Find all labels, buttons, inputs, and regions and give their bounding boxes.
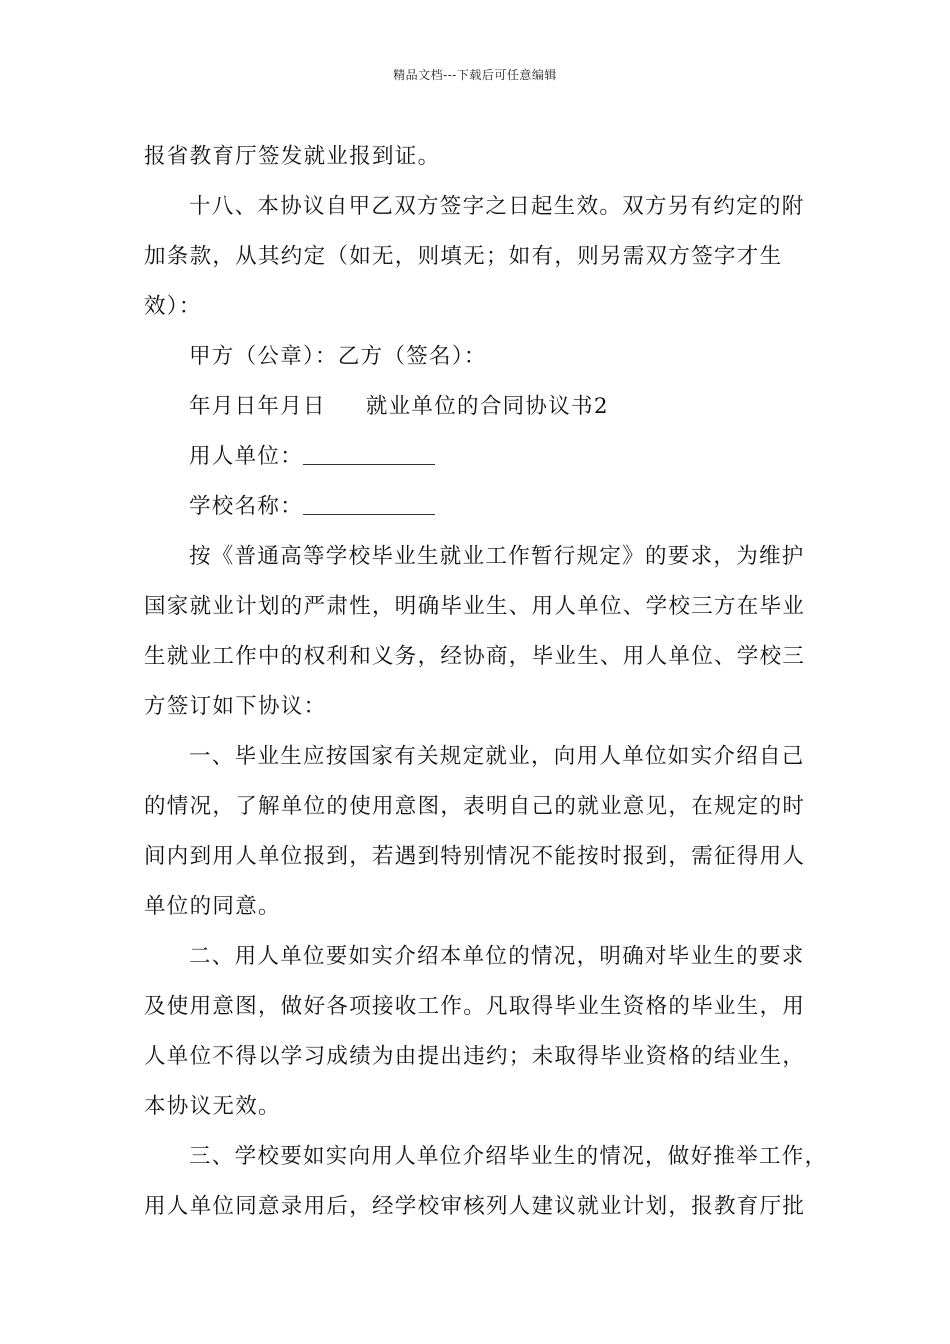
clause-1-line: 一、毕业生应按国家有关规定就业，向用人单位如实介绍自己	[189, 744, 805, 769]
text-line: 间内到用人单位报到，若遇到特别情况不能按时报到，需征得用人	[144, 844, 806, 869]
school-field	[144, 482, 829, 532]
clause-3-line: 三、学校要如实向用人单位介绍毕业生的情况，做好推举工作，	[189, 1144, 828, 1169]
document-body	[144, 132, 829, 1232]
text-line: 本协议无效。	[144, 1094, 281, 1119]
text-line: 生就业工作中的权利和义务，经协商，毕业生、用人单位、学校三	[144, 644, 806, 669]
page-header: 精品文档---下载后可任意编辑	[393, 68, 557, 82]
date-title-line	[144, 382, 829, 432]
employer-blank	[303, 444, 435, 465]
text-line: 的情况，了解单位的使用意图，表明自己的就业意见，在规定的时	[144, 794, 806, 819]
section-title: 就业单位的合同协议书2	[365, 394, 609, 419]
date-placeholders: 年月日年月日	[189, 394, 326, 419]
clause-18-line: 十八、本协议自甲乙双方签字之日起生效。双方另有约定的附	[189, 194, 805, 219]
employer-field	[144, 432, 829, 482]
text-line: 加条款，从其约定（如无，则填无；如有，则另需双方签字才生	[144, 244, 783, 269]
text-line: 人单位不得以学习成绩为由提出违约；未取得毕业资格的结业生，	[144, 1044, 806, 1069]
intro-line: 按《普通高等学校毕业生就业工作暂行规定》的要求，为维护	[189, 544, 805, 569]
text-line: 用人单位同意录用后，经学校审核列人建议就业计划，报教育厅批	[144, 1194, 806, 1219]
text-line: 国家就业计划的严肃性，明确毕业生、用人单位、学校三方在毕业	[144, 594, 806, 619]
text-line: 及使用意图，做好各项接收工作。凡取得毕业生资格的毕业生，用	[144, 994, 806, 1019]
school-label: 学校名称：	[189, 494, 304, 519]
employer-label: 用人单位：	[189, 444, 304, 469]
signature-parties-line: 甲方（公章）：乙方（签名）：	[189, 344, 487, 369]
text-line: 效）：	[144, 294, 202, 319]
text-line: 报省教育厅签发就业报到证。	[144, 144, 441, 169]
clause-2-line: 二、用人单位要如实介绍本单位的情况，明确对毕业生的要求	[189, 944, 805, 969]
school-blank	[303, 494, 435, 515]
text-line: 单位的同意。	[144, 894, 281, 919]
text-line: 方签订如下协议：	[144, 694, 327, 719]
